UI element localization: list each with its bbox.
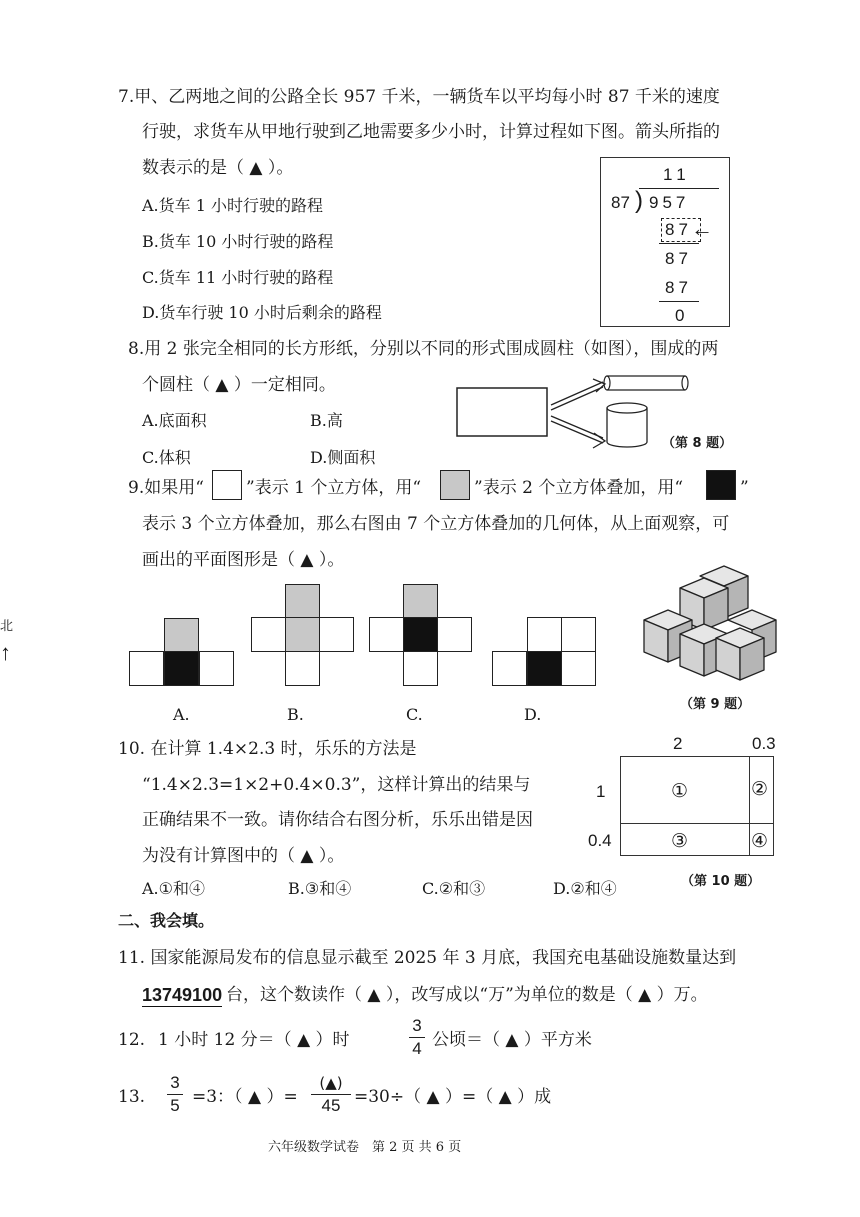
division-divisor: 87 [611, 193, 630, 212]
q9-option-d-label: D. [524, 705, 542, 724]
q12-fraction [409, 1016, 425, 1059]
q10-top-label-2: 2 [673, 734, 683, 753]
page-footer: 六年级数学试卷 第 2 页 共 6 页 [268, 1140, 462, 1155]
q10-top-label-03: 0.3 [752, 734, 776, 753]
q9-line1-part3: ”表示 2 个立方体叠加，用“ [474, 478, 684, 498]
division-bracket: ) [635, 187, 643, 214]
q8-option-b: B.高 [310, 411, 343, 430]
q11-number: 13749100 [142, 985, 223, 1005]
q9-option-b-label: B. [287, 705, 304, 724]
q9-option-a-label: A. [173, 705, 190, 724]
q7-option-a: A.货车 1 小时行驶的路程 [142, 196, 323, 215]
division-step2: 87 [665, 278, 692, 297]
q13-frac2-numerator: (▲) [319, 1074, 343, 1092]
q13-fraction-2 [311, 1073, 351, 1116]
q7-line3: 数表示的是（ ▲ ）。 [142, 158, 294, 178]
q12-part2: 公顷＝（ ▲ ）平方米 [432, 1030, 592, 1050]
q10-area-figure [620, 756, 774, 856]
left-arrow-icon: ← [691, 216, 713, 241]
q12-frac-numerator: 3 [412, 1016, 422, 1035]
division-line1 [659, 243, 699, 244]
division-quotient: 11 [663, 165, 691, 184]
division-step1: 87 [665, 220, 692, 239]
q12-frac-denominator: 4 [412, 1039, 422, 1058]
q9-line1-part4: ” [740, 478, 749, 498]
q8-line2: 个圆柱（ ▲ ）一定相同。 [142, 375, 336, 395]
cell-2: ② [751, 779, 769, 800]
division-bar [639, 188, 719, 189]
division-remainder1: 87 [665, 249, 692, 268]
cell-1: ① [671, 781, 689, 802]
division-final: 0 [675, 306, 685, 325]
q8-line1: 8.用 2 张完全相同的长方形纸，分别以不同的形式围成圆柱（如图），围成的两 [128, 339, 719, 359]
q8-option-c: C.体积 [142, 448, 191, 467]
q13-fraction-1 [167, 1073, 183, 1116]
white-square-icon [212, 470, 242, 500]
q7-option-b: B.货车 10 小时行驶的路程 [142, 232, 334, 251]
q13-frac1-numerator: 3 [170, 1073, 180, 1092]
q12-part1: 1 小时 12 分＝（ ▲ ）时 [158, 1030, 350, 1050]
arrow-upper [551, 382, 603, 405]
paper-rectangle [457, 388, 547, 436]
q10-caption: （第 10 题） [681, 874, 761, 889]
q10-option-d: D.②和④ [553, 879, 617, 898]
q12-number: 12. [118, 1030, 146, 1050]
q7-option-c: C.货车 11 小时行驶的路程 [142, 268, 334, 287]
north-arrow-icon: ↑ [0, 640, 11, 665]
q10-option-a: A.①和④ [142, 879, 205, 898]
q10-option-c: C.②和③ [422, 879, 486, 898]
q9-cube-stack-figure [640, 562, 780, 687]
q7-line1: 7.甲、乙两地之间的公路全长 957 千米，一辆货车以平均每小时 87 千米的速度 [118, 87, 720, 107]
q9-line2: 表示 3 个立方体叠加，那么右图由 7 个立方体叠加的几何体，从上面观察，可 [142, 514, 730, 534]
q7-line2: 行驶，求货车从甲地行驶到乙地需要多少小时，计算过程如下图。箭头所指的 [142, 122, 720, 142]
q10-line3: 正确结果不一致。请你结合右图分析，乐乐出错是因 [142, 810, 533, 830]
cell-4: ④ [751, 831, 769, 852]
q9-line1-part1: 9.如果用“ [128, 478, 204, 498]
q13-part2: =30÷（ ▲ ）=（ ▲ ）成 [354, 1087, 552, 1107]
q9-option-c-label: C. [406, 705, 423, 724]
q11-line1: 11. 国家能源局发布的信息显示截至 2025 年 3 月底，我国充电基础设施数量达到 [118, 948, 737, 968]
q9-caption: （第 9 题） [680, 697, 751, 712]
division-dividend: 957 [649, 193, 690, 212]
q7-division-figure [600, 157, 730, 327]
q11-line2: 台，这个数读作（ ▲ ），改写成以“万”为单位的数是（ ▲ ）万。 [226, 985, 708, 1005]
q10-line1: 10. 在计算 1.4×2.3 时，乐乐的方法是 [118, 739, 417, 759]
q9-line3: 画出的平面图形是（ ▲ ）。 [142, 550, 345, 570]
q9-line1-part2: ”表示 1 个立方体，用“ [246, 478, 422, 498]
q8-caption: （第 8 题） [662, 436, 733, 451]
arrow-lower [551, 416, 603, 438]
q7-option-d: D.货车行驶 10 小时后剩余的路程 [142, 303, 382, 322]
q8-option-d: D.侧面积 [310, 448, 376, 467]
q10-line4: 为没有计算图中的（ ▲ ）。 [142, 846, 345, 866]
q13-frac2-denominator: 45 [321, 1096, 341, 1115]
q13-number: 13. [118, 1087, 146, 1107]
q10-line2: “1.4×2.3=1×2+0.4×0.3”，这样计算出的结果与 [142, 775, 531, 795]
q10-left-label-04: 0.4 [588, 831, 612, 850]
q10-left-label-1: 1 [596, 782, 606, 801]
gray-square-icon [440, 470, 470, 500]
division-line2 [659, 301, 699, 302]
wide-cylinder [607, 403, 647, 413]
section-2-heading: 二、我会填。 [118, 911, 215, 930]
cell-3: ③ [671, 831, 689, 852]
side-north-label: 北 [0, 619, 14, 634]
q8-option-a: A.底面积 [142, 411, 207, 430]
black-square-icon [706, 470, 736, 500]
q10-option-b: B.③和④ [288, 879, 352, 898]
q13-frac1-denominator: 5 [170, 1096, 180, 1115]
q13-part1: =3：（ ▲ ）= [192, 1087, 298, 1107]
